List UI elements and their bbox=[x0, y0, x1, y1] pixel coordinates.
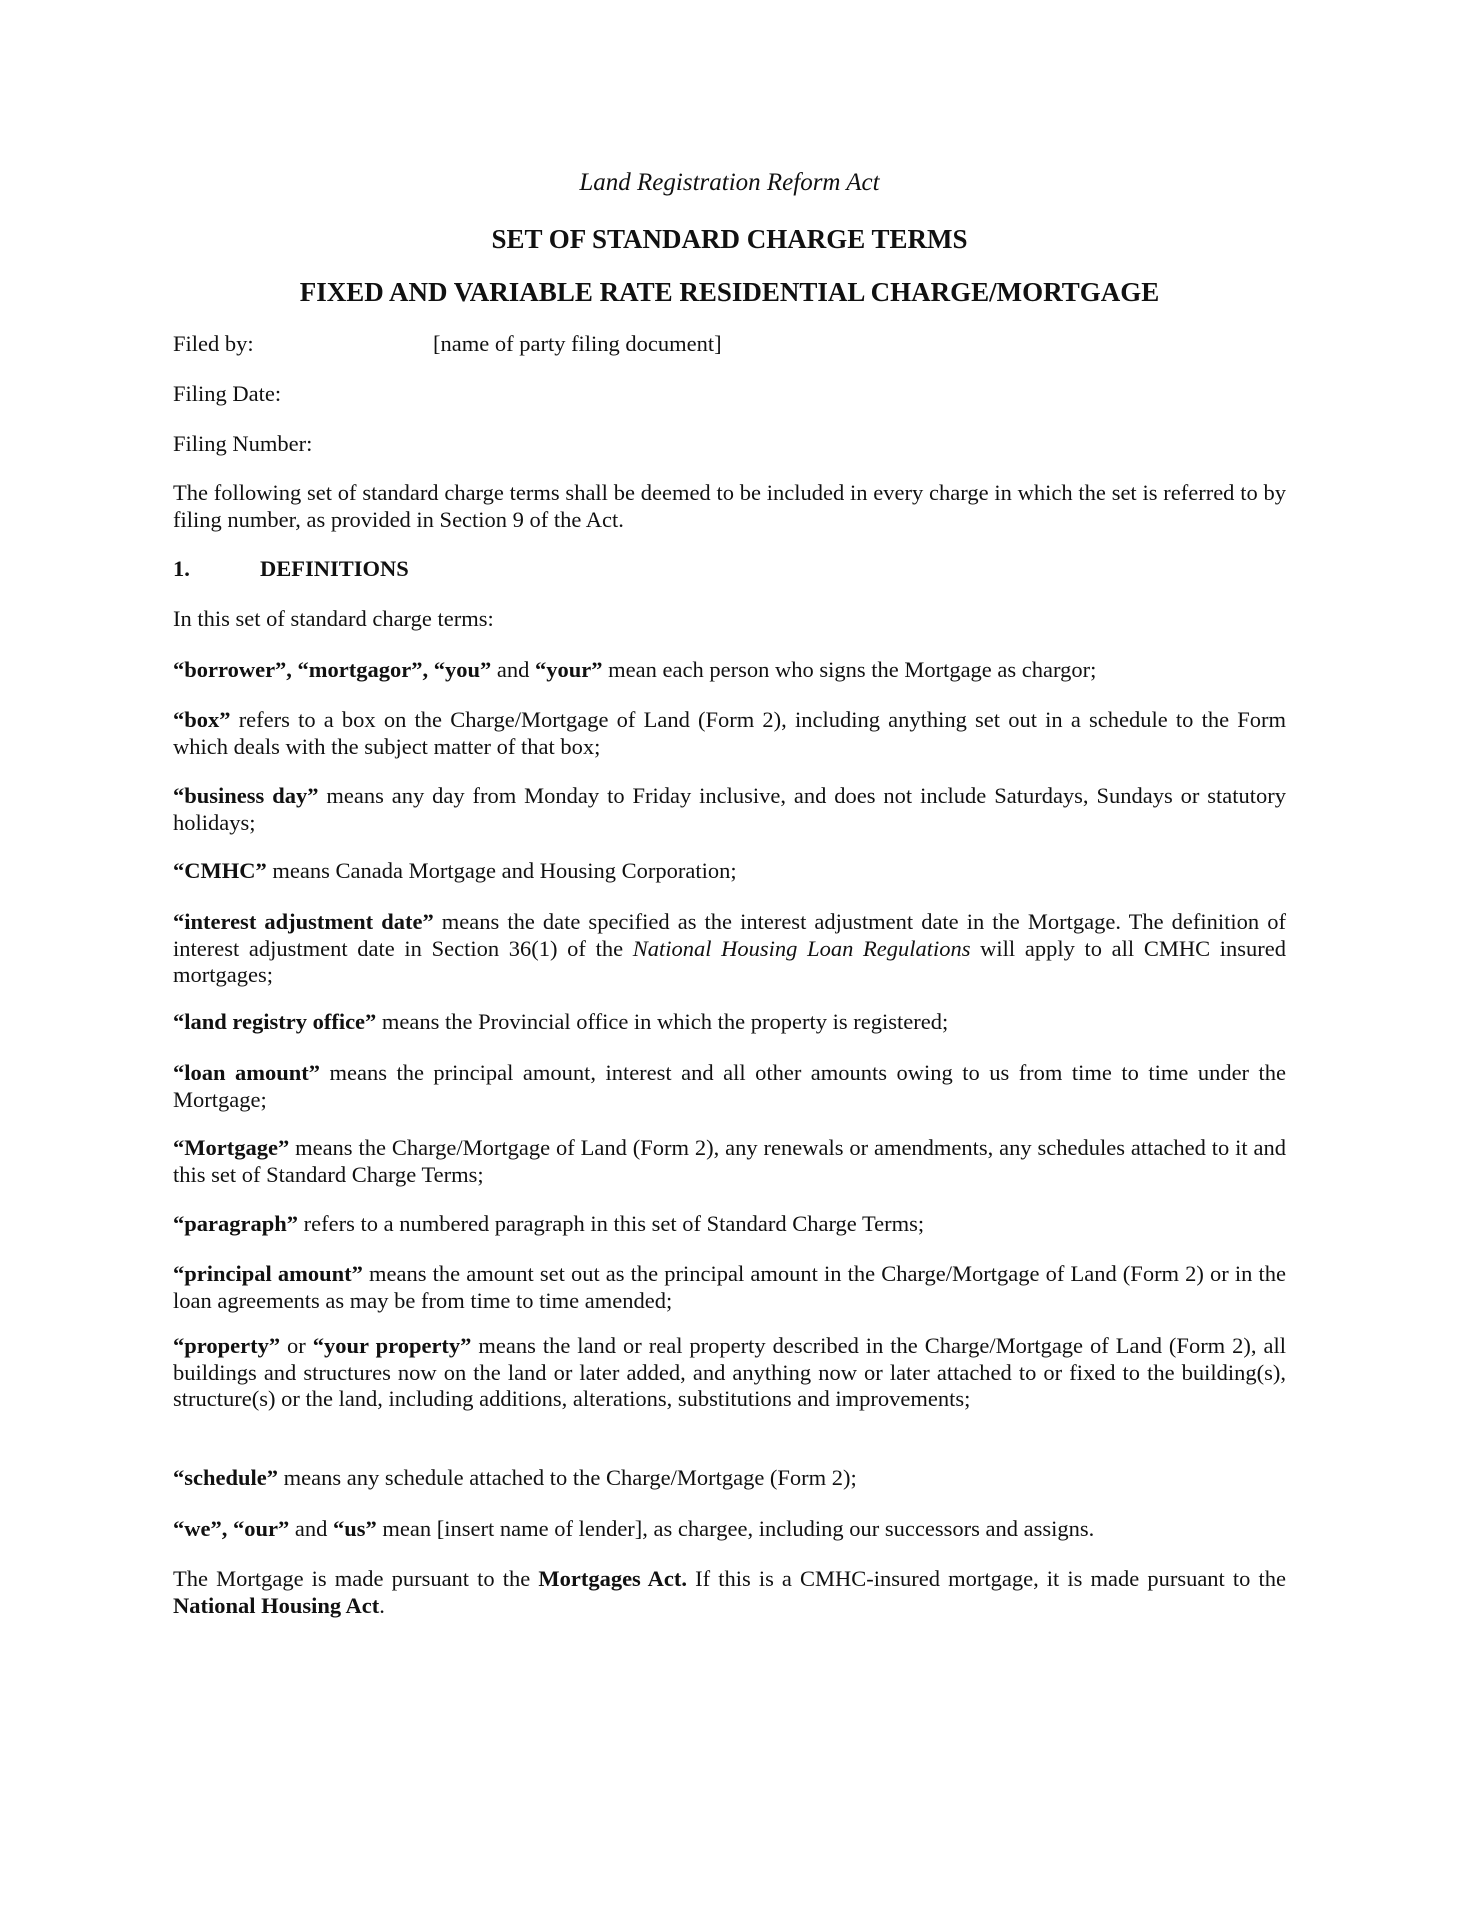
defined-term: “your property” bbox=[312, 1333, 472, 1358]
paragraph-text: means the land or real property described in the Charge/Mortgage of Land (Form 2), all buildings and structures now on the land or later added, and anything now or later attached to or fixed to the building(s), structure(s) or the land, including additions, alterations, substitutions and improvements; bbox=[173, 1333, 1286, 1411]
filing-date-label: Filing Date: bbox=[173, 381, 282, 406]
defined-term: “loan amount” bbox=[173, 1060, 321, 1085]
definition-paragraph bbox=[173, 1261, 1286, 1314]
act-name: Land Registration Reform Act bbox=[579, 169, 880, 196]
defined-term: “land registry office” bbox=[173, 1009, 377, 1034]
paragraph-text: means the Charge/Mortgage of Land (Form 2), any renewals or amendments, any schedules attached to it and this set of Standard Charge Terms; bbox=[173, 1135, 1286, 1187]
filed-by-value: [name of party filing document] bbox=[433, 331, 722, 356]
paragraph-text: refers to a numbered paragraph in this set of Standard Charge Terms; bbox=[298, 1211, 925, 1236]
definition-paragraph bbox=[173, 1465, 1286, 1492]
defined-term: “us” bbox=[333, 1516, 377, 1541]
paragraph-text: means Canada Mortgage and Housing Corporation; bbox=[266, 858, 737, 883]
defined-term: “principal amount” bbox=[173, 1261, 363, 1286]
paragraph-text: will apply to all CMHC insured mortgages; bbox=[173, 935, 1287, 987]
defined-term: “your” bbox=[535, 657, 603, 682]
defined-term: “interest adjustment date” bbox=[173, 909, 434, 934]
definition-paragraph bbox=[173, 657, 1286, 684]
paragraph-text: and bbox=[491, 657, 536, 682]
defined-term: “property” bbox=[173, 1333, 281, 1358]
paragraph-text: means any schedule attached to the Charge/Mortgage (Form 2); bbox=[278, 1465, 857, 1490]
section-heading bbox=[173, 556, 1286, 583]
document-subtitle: FIXED AND VARIABLE RATE RESIDENTIAL CHARGE/MORTGAGE bbox=[299, 277, 1160, 307]
definition-paragraph bbox=[173, 783, 1286, 836]
section-number: 1. bbox=[173, 556, 190, 581]
defined-term: “Mortgage” bbox=[173, 1135, 290, 1160]
paragraph-text: National Housing Loan Regulations bbox=[632, 935, 971, 961]
paragraph-text: The Mortgage is made pursuant to the bbox=[173, 1566, 539, 1591]
defined-term: “we”, “our” bbox=[173, 1516, 290, 1541]
definition-paragraph bbox=[173, 1060, 1286, 1113]
defined-term: “CMHC” bbox=[173, 858, 267, 883]
definition-paragraph bbox=[173, 858, 1286, 885]
paragraph-text: refers to a box on the Charge/Mortgage of Land (Form 2), including anything set out in a schedule to the Form which deals with the subject matter of that box; bbox=[173, 707, 1286, 759]
filed-by-label: Filed by: bbox=[173, 331, 254, 356]
definition-paragraph bbox=[173, 707, 1286, 760]
paragraph-text: mean [insert name of lender], as chargee, including our successors and assigns. bbox=[376, 1516, 1095, 1541]
section-title: DEFINITIONS bbox=[260, 556, 409, 581]
definition-paragraph bbox=[173, 1135, 1286, 1188]
defined-term: “schedule” bbox=[173, 1465, 279, 1490]
definition-paragraph bbox=[173, 909, 1286, 989]
paragraph-text: means the date specified as the interest adjustment date in the Mortgage. The definition of interest adjustment date in Section 36(1) of the bbox=[173, 909, 1286, 961]
closing-paragraph bbox=[173, 1566, 1286, 1619]
definition-paragraph bbox=[173, 1211, 1286, 1238]
paragraph-text: means the Provincial office in which the property is registered; bbox=[376, 1009, 949, 1034]
definition-paragraph bbox=[173, 1009, 1286, 1036]
paragraph-text: If this is a CMHC-insured mortgage, it is made pursuant to the bbox=[687, 1566, 1286, 1591]
defined-term: “business day” bbox=[173, 783, 319, 808]
defined-term: “paragraph” bbox=[173, 1211, 299, 1236]
intro-paragraph: The following set of standard charge terms shall be deemed to be included in every charge in which the set is referred to by filing number, as provided in Section 9 of the Act. bbox=[173, 480, 1286, 532]
filing-number-label: Filing Number: bbox=[173, 431, 313, 456]
paragraph-text: means the amount set out as the principal amount in the Charge/Mortgage of Land (Form 2) or in the loan agreements as may be from time to time amended; bbox=[173, 1261, 1287, 1313]
paragraph-text: or bbox=[280, 1333, 313, 1358]
paragraph-text: and bbox=[289, 1516, 333, 1541]
filed-by-row bbox=[173, 331, 1286, 358]
definition-paragraph bbox=[173, 1516, 1286, 1543]
paragraph-text: means any day from Monday to Friday inclusive, and does not include Saturdays, Sundays or statutory holidays; bbox=[173, 783, 1287, 835]
paragraph-text: . bbox=[379, 1592, 385, 1618]
defined-term: “borrower”, “mortgagor”, “you” bbox=[173, 657, 492, 682]
document-title: SET OF STANDARD CHARGE TERMS bbox=[491, 224, 968, 254]
paragraph-text: mean each person who signs the Mortgage as chargor; bbox=[602, 657, 1097, 682]
definitions-intro: In this set of standard charge terms: bbox=[173, 606, 494, 631]
defined-term: “box” bbox=[173, 707, 231, 732]
defined-term: National Housing Act bbox=[173, 1592, 380, 1618]
definition-paragraph bbox=[173, 1333, 1286, 1413]
paragraph-text: means the principal amount, interest and all other amounts owing to us from time to time under the Mortgage; bbox=[173, 1060, 1287, 1112]
defined-term: Mortgages Act. bbox=[538, 1566, 688, 1591]
